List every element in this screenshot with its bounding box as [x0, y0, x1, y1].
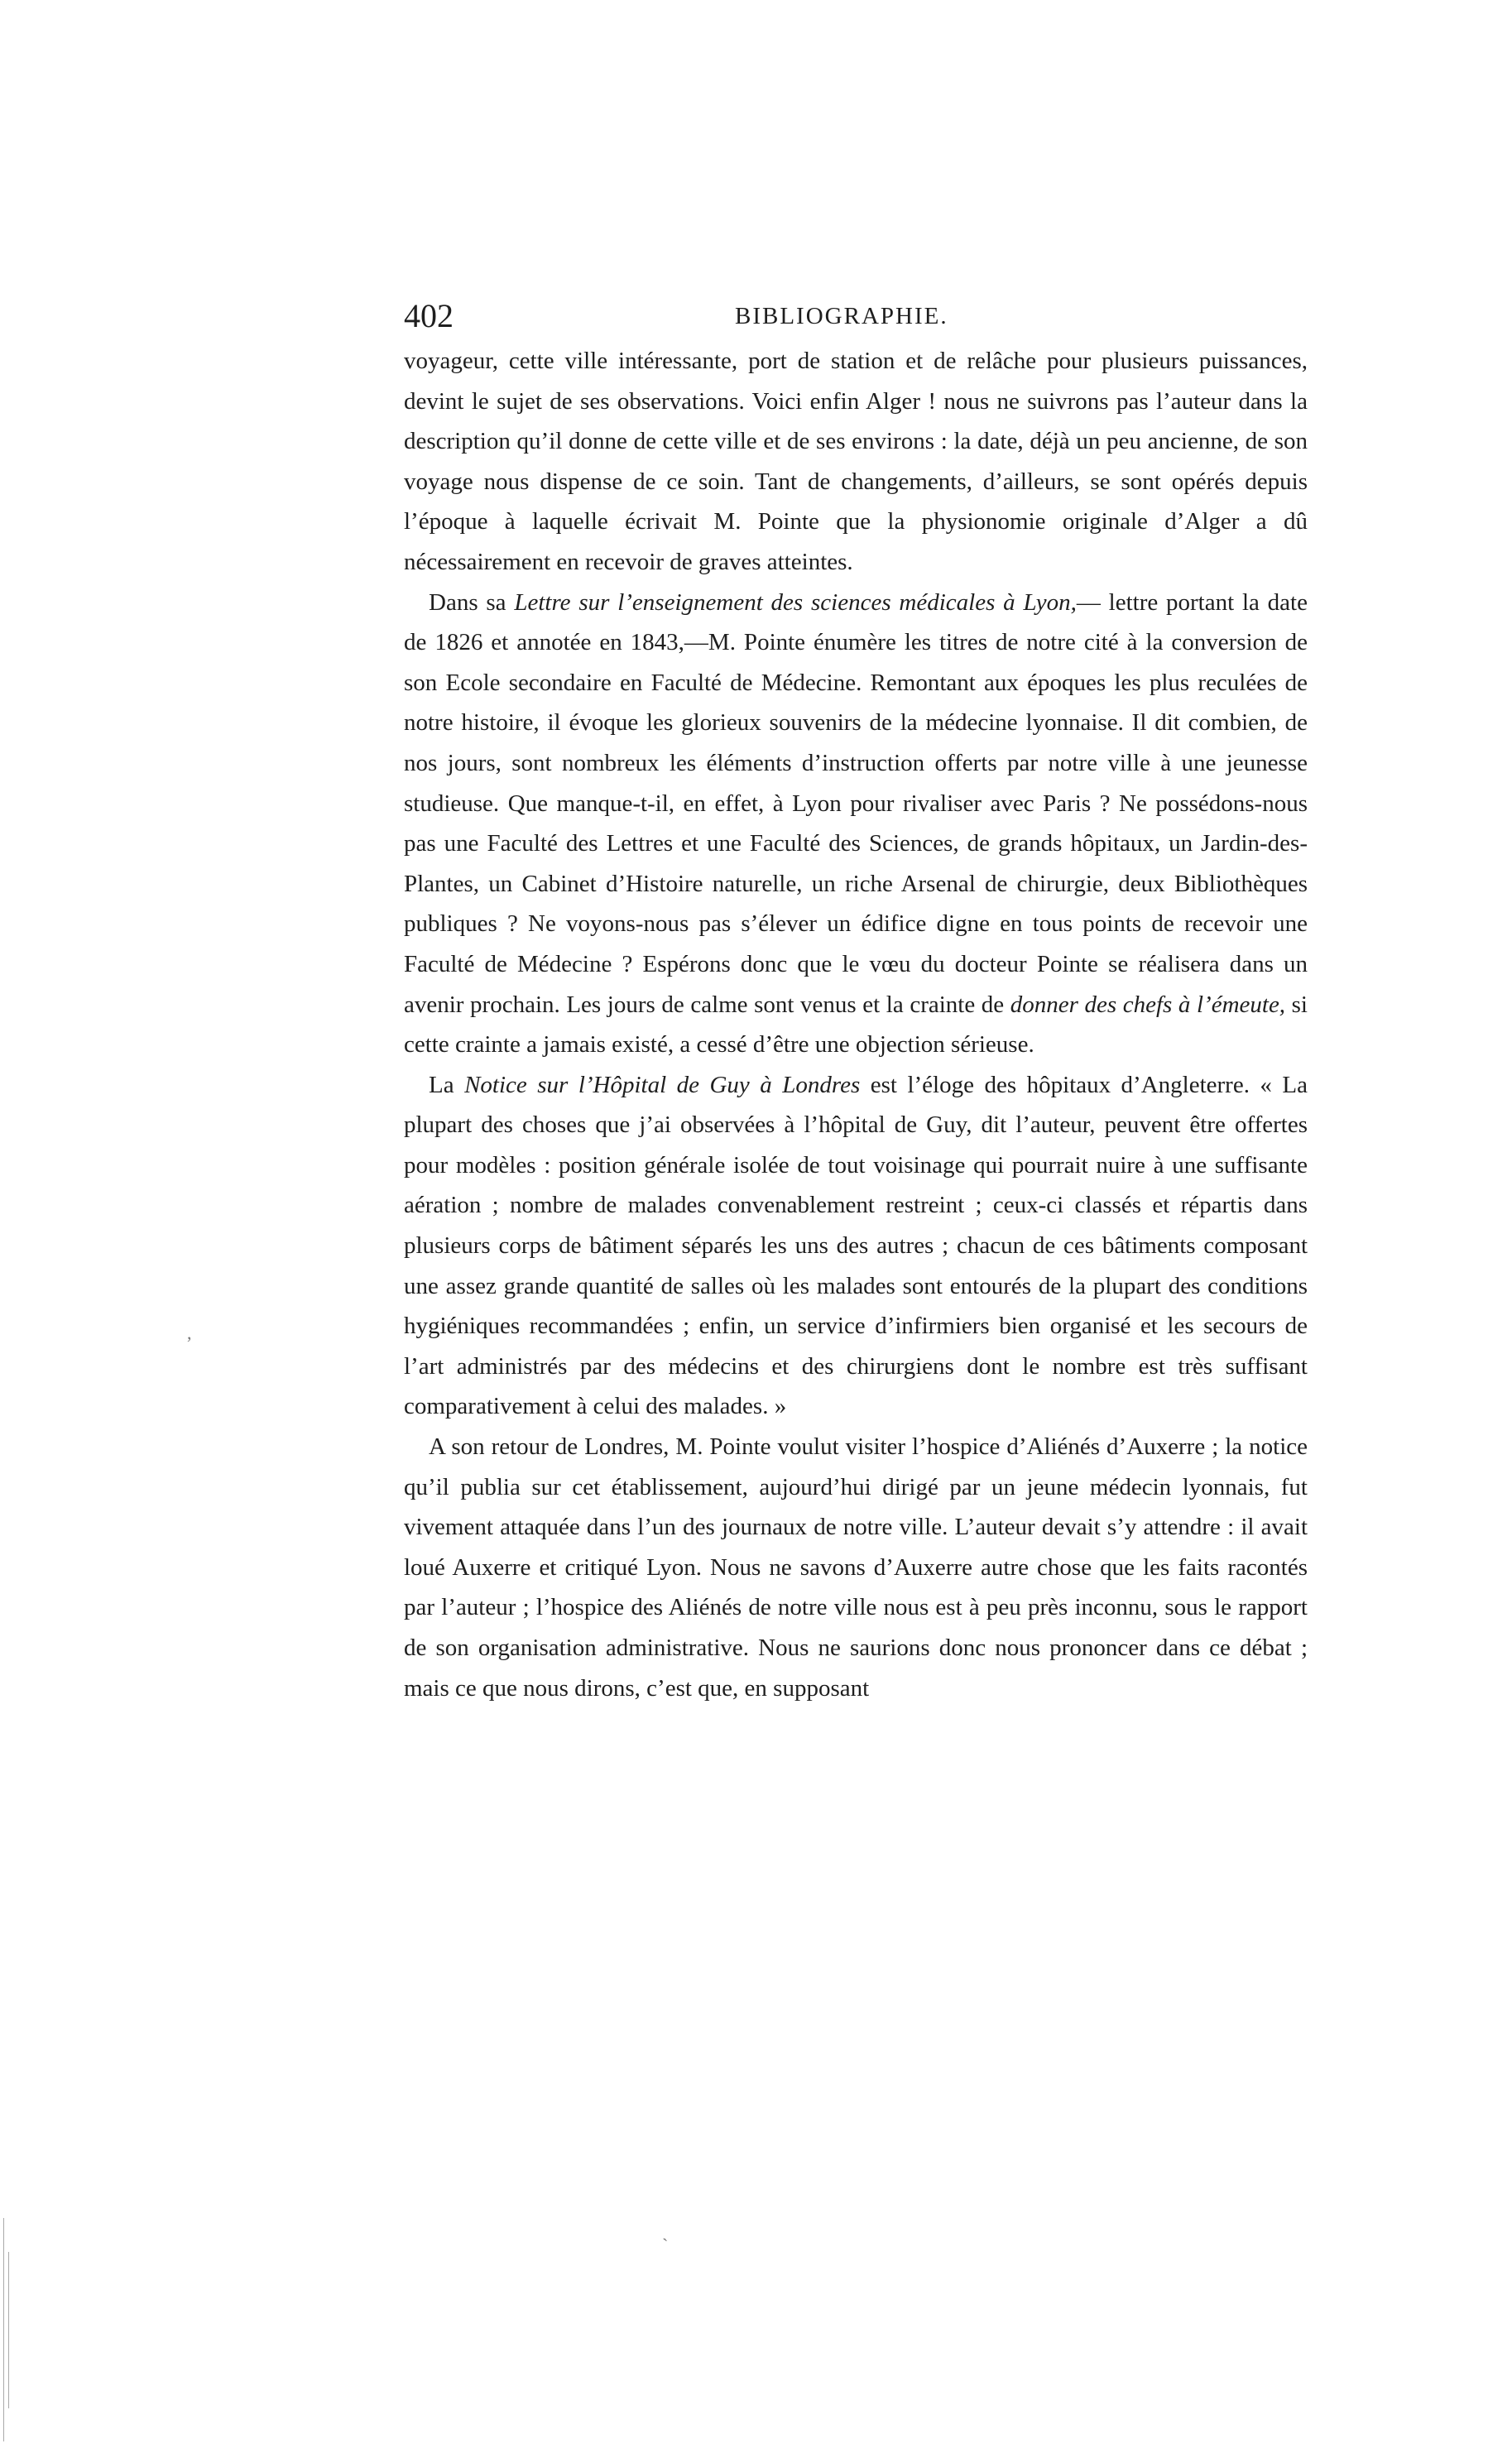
page-header: [404, 291, 1308, 341]
paragraph-2-text-b: — lettre portant la date de 1826 et annotée en 1843,—M. Pointe énumère les titres de notre cité à la conversion de son Ecole secondaire en Faculté de Médecine. Remontant aux époques les plus reculées de notre histoire, il évoque les glorieux souvenirs de la médecine lyonnaise. Il dit combien, de nos jours, sont nombreux les éléments d’instruction offerts par notre ville à une jeunesse studieuse. Que manque-t-il, en effet, à Lyon pour rivaliser avec Paris ? Ne possédons-nous pas une Faculté des Lettres et une Faculté des Sciences, de grands hôpitaux, un Jardin-des-Plantes, un Cabinet d’Histoire naturelle, un riche Arsenal de chirurgie, deux Bibliothèques publiques ? Ne voyons-nous pas s’élever un édifice digne en tous points de recevoir une Faculté de Médecine ? Espérons donc que le vœu du docteur Pointe se réalisera dans un avenir prochain. Les jours de calme sont venus et la crainte de: [404, 588, 1308, 1018]
paragraph-2-quote-italic: donner des chefs à l’émeute,: [1010, 991, 1286, 1018]
paragraph-3-text-b: est l’éloge des hôpitaux d’Angleterre. « La plupart des choses que j’ai observées à l’hôpital de Guy, dit l’auteur, peuvent être offertes pour modèles : position générale isolée de tout voisinage qui pourrait nuire à une suffisante aération ; nombre de malades convenablement restreint ; ceux-ci classés et répartis dans plusieurs corps de bâtiment séparés les uns des autres ; chacun de ces bâtiments composant une assez grande quantité de salles où les malades sont entourés de la plupart des conditions hygiéniques recommandées ; enfin, un service d’infirmiers bien organisé et les secours de l’art administrés par des médecins et des chirurgiens dont le nombre est très suffisant comparativement à celui des malades. »: [404, 1071, 1308, 1420]
paragraph-2-text-a: Dans sa: [429, 588, 515, 616]
page-number: 402: [404, 297, 454, 334]
paragraph-2-title-italic: Lettre sur l’enseignement des sciences médicales à Lyon,: [514, 588, 1077, 616]
paragraph-3-text-a: La: [429, 1071, 465, 1098]
paragraph-2-text-c: si cette crainte a jamais existé, a cessé d’être une objection sérieuse.: [404, 991, 1308, 1059]
bottom-mark: `: [662, 2235, 669, 2255]
margin-mark: ,: [187, 1323, 192, 1343]
paragraph-3-title-italic: Notice sur l’Hôpital de Guy à Londres: [464, 1071, 861, 1098]
paragraph-4: [404, 1427, 1308, 1708]
scan-edge-lines: [3, 2218, 12, 2441]
paragraph-4-text: A son retour de Londres, M. Pointe voulut visiter l’hospice d’Aliénés d’Auxerre ; la notice qu’il publia sur cet établissement, aujourd’hui dirigé par un jeune médecin lyonnais, fut vivement attaquée dans l’un des journaux de notre ville. L’auteur devait s’y attendre : il avait loué Auxerre et critiqué Lyon. Nous ne savons d’Auxerre autre chose que les faits racontés par l’auteur ; l’hospice des Aliénés de notre ville nous est à peu près inconnu, sous le rapport de son organisation administrative. Nous ne saurions donc nous prononcer dans ce débat ; mais ce que nous dirons, c’est que, en supposant: [404, 1433, 1308, 1702]
paragraph-1-text: voyageur, cette ville intéressante, port de station et de relâche pour plusieurs puissances, devint le sujet de ses observations. Voici enfin Alger ! nous ne suivrons pas l’auteur dans la description qu’il donne de cette ville et de ses environs : la date, déjà un peu ancienne, de son voyage nous dispense de ce soin. Tant de changements, d’ailleurs, se sont opérés depuis l’époque à laquelle écrivait M. Pointe que la physionomie originale d’Alger a dû nécessairement en recevoir de graves atteintes.: [404, 348, 1308, 575]
paragraph-2: [404, 583, 1308, 1065]
running-title: BIBLIOGRAPHIE.: [735, 303, 948, 329]
paragraph-1: [404, 341, 1308, 583]
body-text: [404, 341, 1308, 1708]
paragraph-3: [404, 1065, 1308, 1427]
